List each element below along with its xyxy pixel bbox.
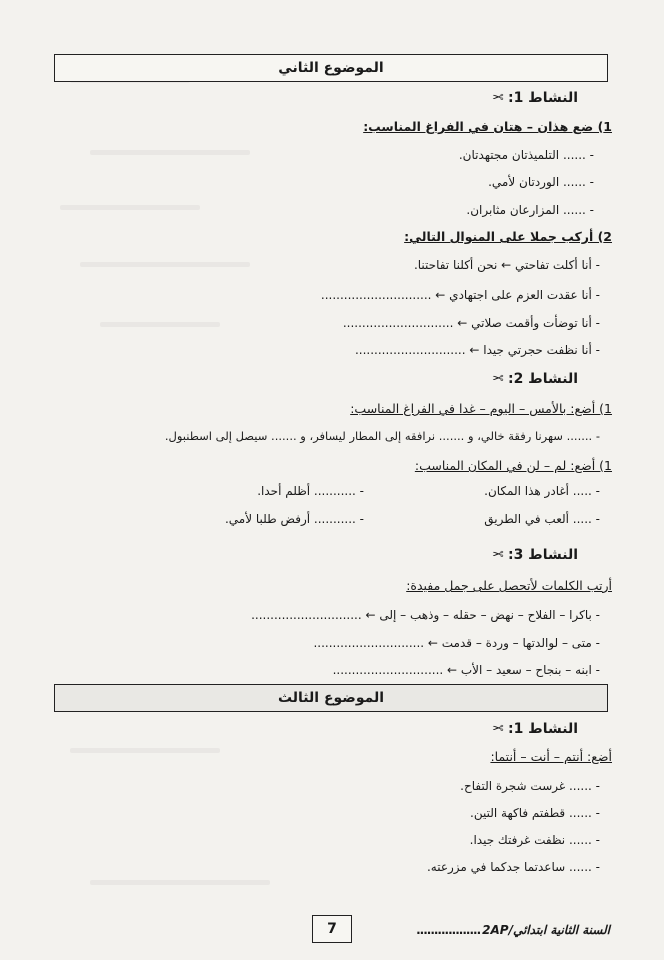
exercise-line: - ابنه – بنجاح – سعيد – الأب ← .............................: [332, 663, 600, 677]
activity-heading: النشاط 2: ✂: [492, 371, 578, 387]
exercise-line: - متى – لوالدتها – وردة – قدمت ← .............................: [313, 636, 600, 650]
activity-heading: النشاط 1: ✂: [492, 721, 578, 737]
instruction: 2) أركب جملا على المنوال التالي:: [404, 229, 612, 244]
scissors-icon: ✂: [492, 547, 504, 563]
footer-code: 2AP: [482, 923, 509, 937]
exercise-line: - ...... التلميذتان مجتهدتان.: [458, 148, 594, 162]
exercise-line: - ....... سهرنا رفقة خالي، و ....... نرافقه إلى المطار ليسافر، و ....... سيصل إلى اسطنبول.: [164, 429, 600, 443]
instruction: أضع: أنتم – أنت – أنتما:: [490, 749, 612, 764]
instruction: 1) أضع: بالأمس – اليوم – غدا في الفراغ المناسب:: [350, 401, 612, 416]
scissors-icon: ✂: [492, 371, 504, 387]
exercise-line: - ...... الوردتان لأمي.: [488, 175, 594, 189]
exercise-line: - أنا توضأت وأقمت صلاتي ← .............................: [342, 316, 600, 330]
instruction: 1) ضع هذان – هتان في الفراغ المناسب:: [363, 119, 612, 134]
exercise-line: - ...... ساعدتما جدكما في مزرعته.: [426, 860, 600, 874]
exercise-line: - ........... أظلم أحدا.: [257, 484, 364, 498]
footer-dots: ..................: [416, 923, 481, 937]
activity-heading: النشاط 1: ✂: [492, 90, 578, 106]
exercise-line: - ...... نظفت غرفتك جيدا.: [469, 833, 600, 847]
exercise-line: - ...... المزارعان مثابران.: [466, 203, 594, 217]
footer-level: السنة الثانية ابتدائي/: [508, 923, 610, 937]
activity-heading: النشاط 3: ✂: [492, 547, 578, 563]
exercise-line: - ...... قطفتم فاكهة التين.: [470, 806, 600, 820]
section-title: الموضوع الثاني: [54, 54, 608, 82]
exercise-line: - ..... أغادر هذا المكان.: [484, 484, 600, 498]
exercise-line: - ..... ألعب في الطريق: [484, 512, 600, 526]
instruction: أرتب الكلمات لأتحصل على جمل مفيدة:: [406, 578, 612, 593]
exercise-line: - ...... غرست شجرة التفاح.: [460, 779, 600, 793]
scissors-icon: ✂: [492, 721, 504, 737]
exercise-line: - باكرا – الفلاح – نهض – حقله – وذهب – إلى ← .............................: [251, 608, 600, 622]
page-number: 7: [312, 915, 352, 943]
example-line: - أنا أكلت تفاحتي ← نحن أكلنا تفاحتنا.: [413, 258, 600, 272]
scissors-icon: ✂: [492, 90, 504, 106]
exercise-line: - أنا عقدت العزم على اجتهادي ← .............................: [320, 288, 600, 302]
section-title: الموضوع الثالث: [54, 684, 608, 712]
exercise-line: - أنا نظفت حجرتي جيدا ← .............................: [354, 343, 600, 357]
exercise-line: - ........... أرفض طلبا لأمي.: [224, 512, 364, 526]
instruction: 1) أضع: لم – لن في المكان المناسب:: [414, 458, 612, 473]
